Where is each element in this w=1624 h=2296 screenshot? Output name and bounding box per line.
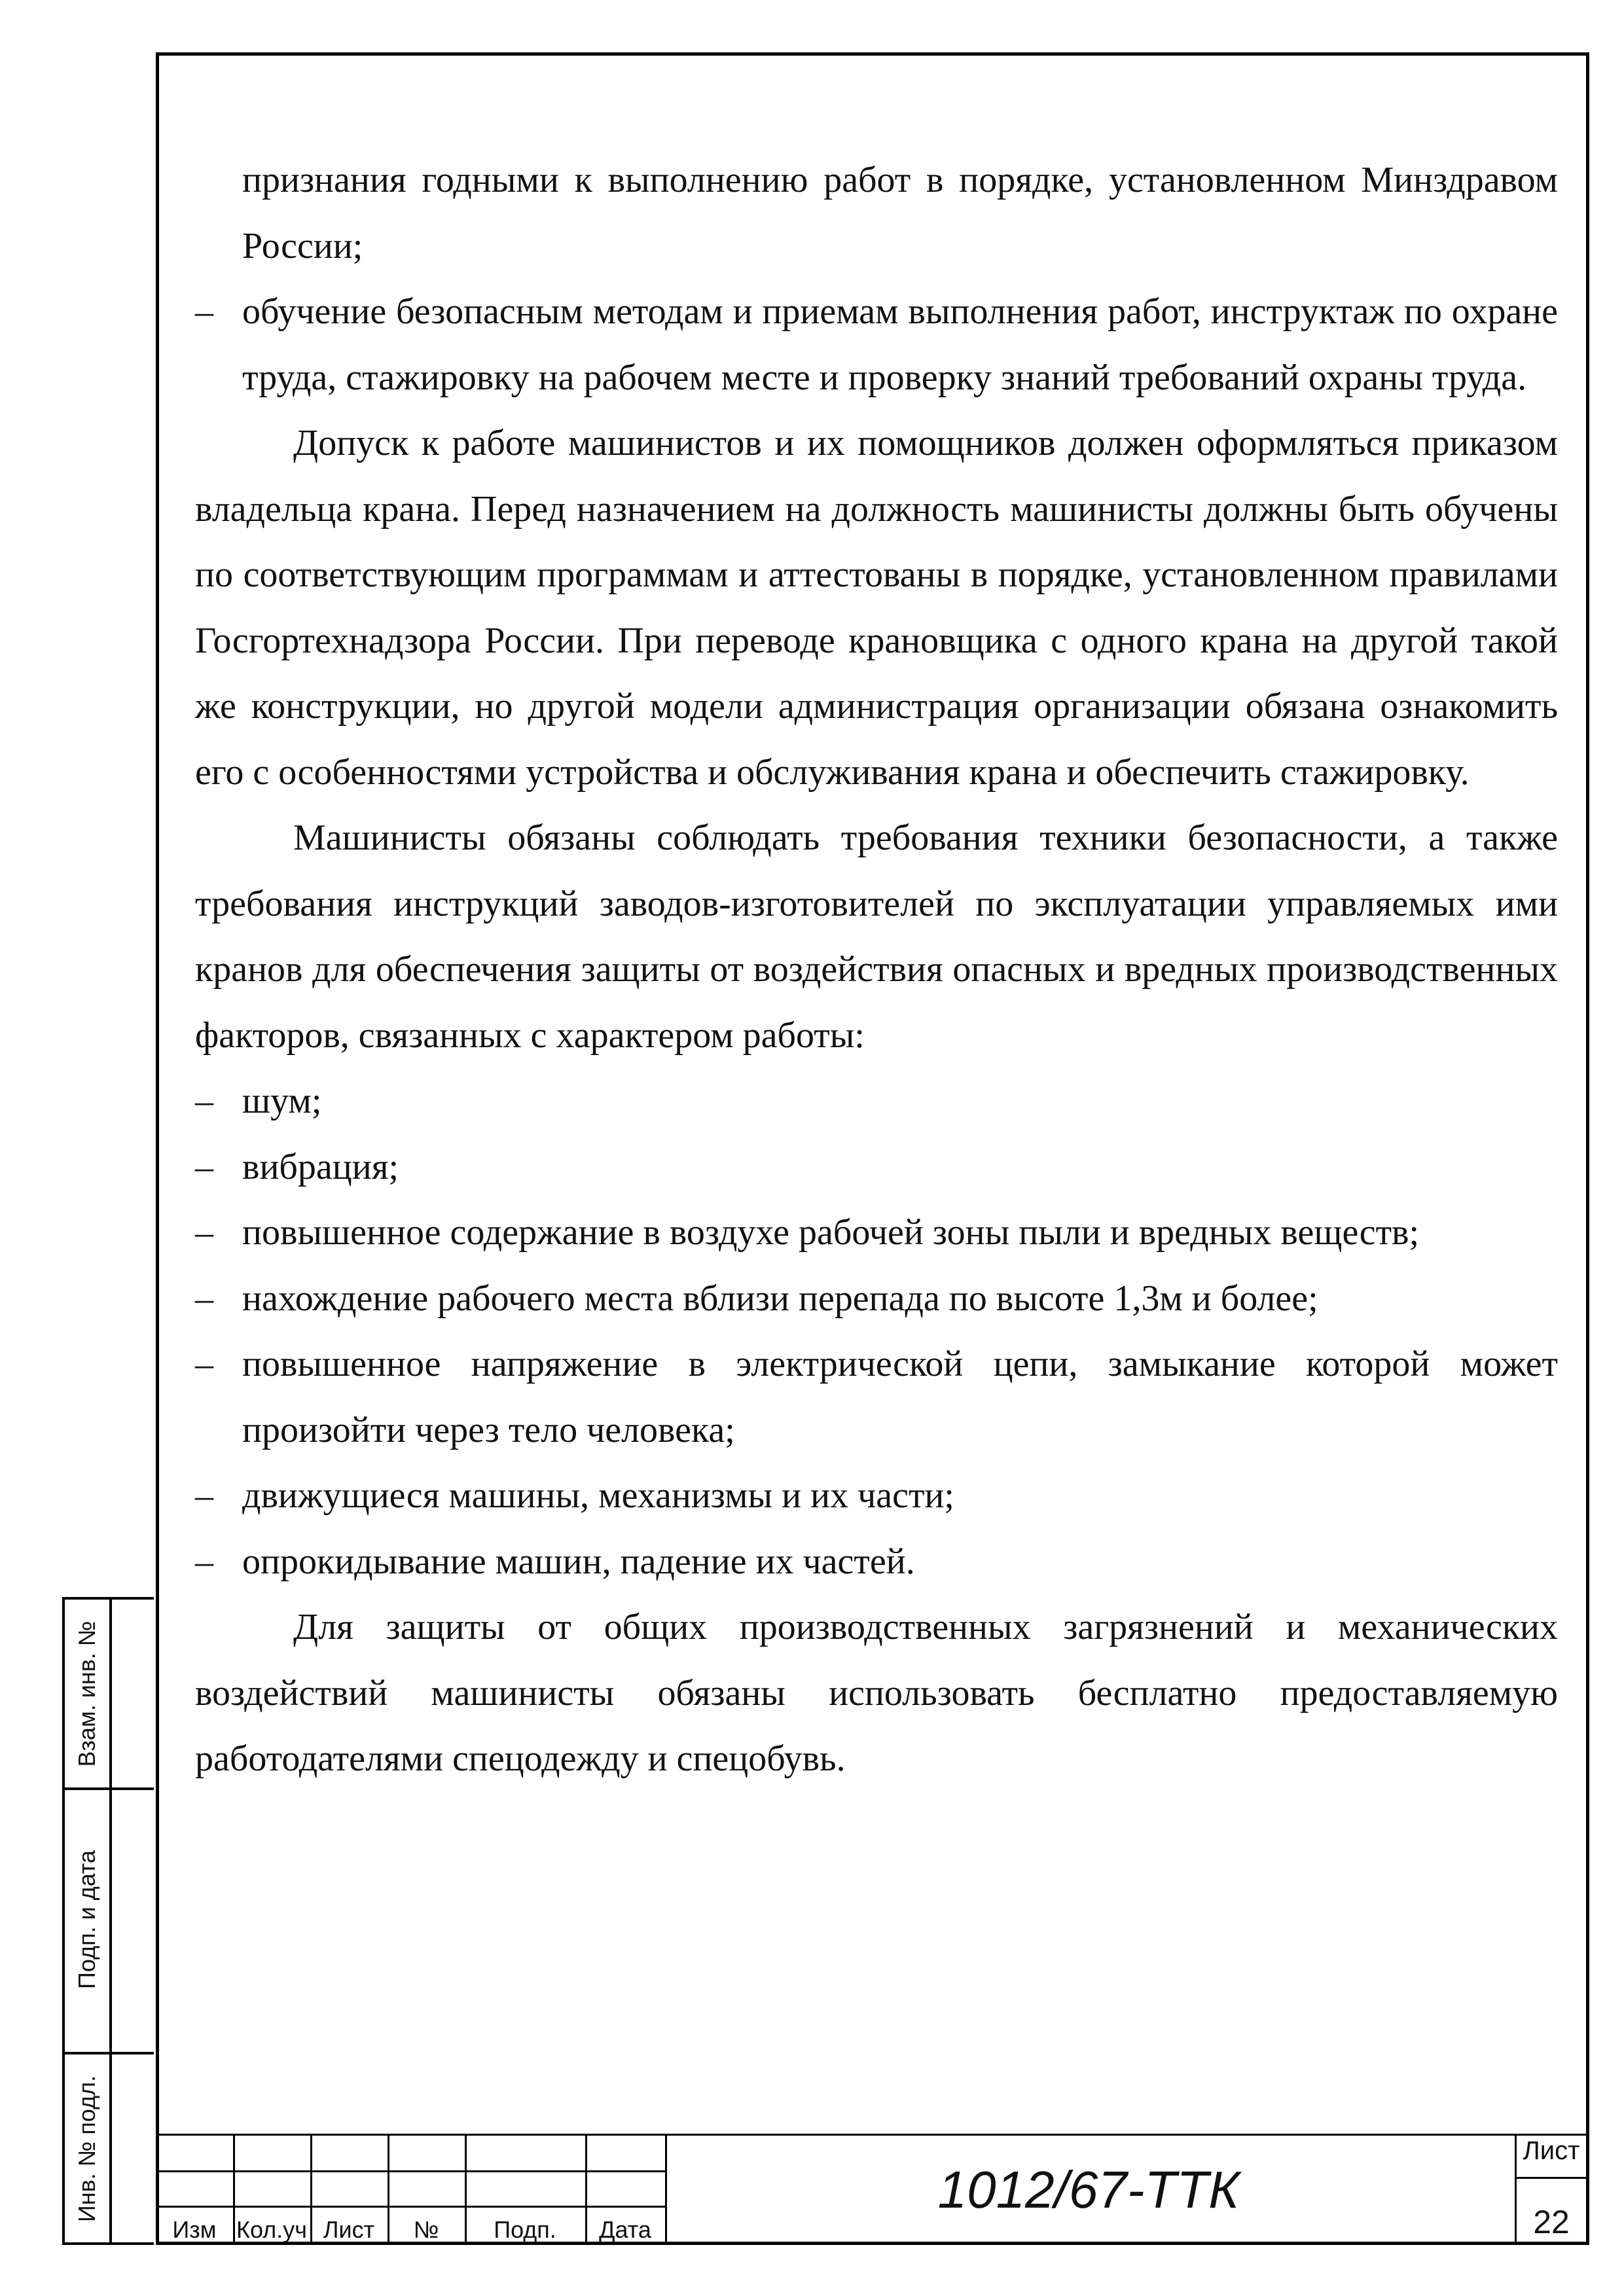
dash-bullet: – xyxy=(195,291,213,332)
side-label-inv: Инв. № подл. xyxy=(73,2075,100,2222)
paragraph-admission: Допуск к работе машинистов и их помощников должен оформляться приказом владельца крана. Перед назначением на должность машинисты должны быть обучены по соответствующим программам и аттестованы в порядке, установленном правилами Госгортехнадзора России. При переводе крановщика с одного крана на другой такой же конструкции, но другой модели администрация организации обязана ознакомить его с особенностями устройства и обслуживания крана и обеспечить стажировку. xyxy=(195,423,1558,793)
col-izm: Изм xyxy=(172,2216,217,2243)
side-stamp-inv xyxy=(62,2052,154,2245)
list-item-text: вибрация; xyxy=(242,1146,399,1187)
col-number: № xyxy=(413,2216,439,2243)
side-stamp-vzam xyxy=(62,1597,154,1790)
dash-bullet: – xyxy=(195,1475,213,1516)
list-item-text: нахождение рабочего места вблизи перепада по высоте 1,3м и более; xyxy=(242,1278,1318,1319)
list-item-text: повышенное напряжение в электрической цепи, замыкание которой может произойти через тело человека; xyxy=(242,1344,1558,1450)
col-podp: Подп. xyxy=(494,2216,556,2243)
list-item xyxy=(195,1068,1558,1134)
list-item xyxy=(195,1134,1558,1200)
side-label-vzam: Взам. инв. № xyxy=(73,1620,100,1767)
list-item-text: шум; xyxy=(242,1081,322,1121)
side-label-podp: Подп. и дата xyxy=(73,1850,100,1990)
dash-bullet: – xyxy=(195,1081,213,1121)
paragraph-obligations: Машинисты обязаны соблюдать требования техники безопасности, а также требования инструкций заводов-изготовителей по эксплуатации управляемых ими кранов для обеспечения защиты от воздействия опасных и вредных производственных факторов, связанных с характером работы: xyxy=(195,817,1558,1056)
side-stamp-podp xyxy=(62,1787,154,2054)
dash-bullet: – xyxy=(195,1541,213,1582)
list-item-continuation: признания годными к выполнению работ в порядке, установленном Минздравом России; xyxy=(242,160,1558,266)
list-item xyxy=(195,1463,1558,1529)
list-item xyxy=(195,1529,1558,1595)
list-item xyxy=(195,1331,1558,1463)
paragraph-protection: Для защиты от общих производственных загрязнений и механических воздействий машинисты обязаны использовать бесплатно предоставляемую работодателями спецодежду и спецобувь. xyxy=(195,1607,1558,1779)
col-date: Дата xyxy=(599,2216,651,2243)
col-list: Лист xyxy=(323,2216,375,2243)
list-item-text: обучение безопасным методам и приемам выполнения работ, инструктаж по охране труда, стажировку на рабочем месте и проверку знаний требований охраны труда. xyxy=(242,291,1558,398)
list-item xyxy=(195,1266,1558,1332)
dash-bullet: – xyxy=(195,1212,213,1253)
sheet-number: 22 xyxy=(1533,2204,1570,2240)
list-item-text: опрокидывание машин, падение их частей. xyxy=(242,1541,915,1582)
col-kol: Кол.уч xyxy=(236,2216,307,2243)
document-body xyxy=(195,147,1558,1792)
title-block xyxy=(156,2134,1589,2245)
document-code: 1012/67-ТТК xyxy=(937,2161,1240,2219)
sheet-label: Лист xyxy=(1523,2136,1580,2165)
list-item-text: движущиеся машины, механизмы и их части; xyxy=(242,1475,954,1516)
list-item xyxy=(195,279,1558,410)
dash-bullet: – xyxy=(195,1278,213,1319)
list-item-text: повышенное содержание в воздухе рабочей зоны пыли и вредных веществ; xyxy=(242,1212,1420,1253)
list-item xyxy=(195,1200,1558,1266)
dash-bullet: – xyxy=(195,1146,213,1187)
dash-bullet: – xyxy=(195,1344,213,1384)
